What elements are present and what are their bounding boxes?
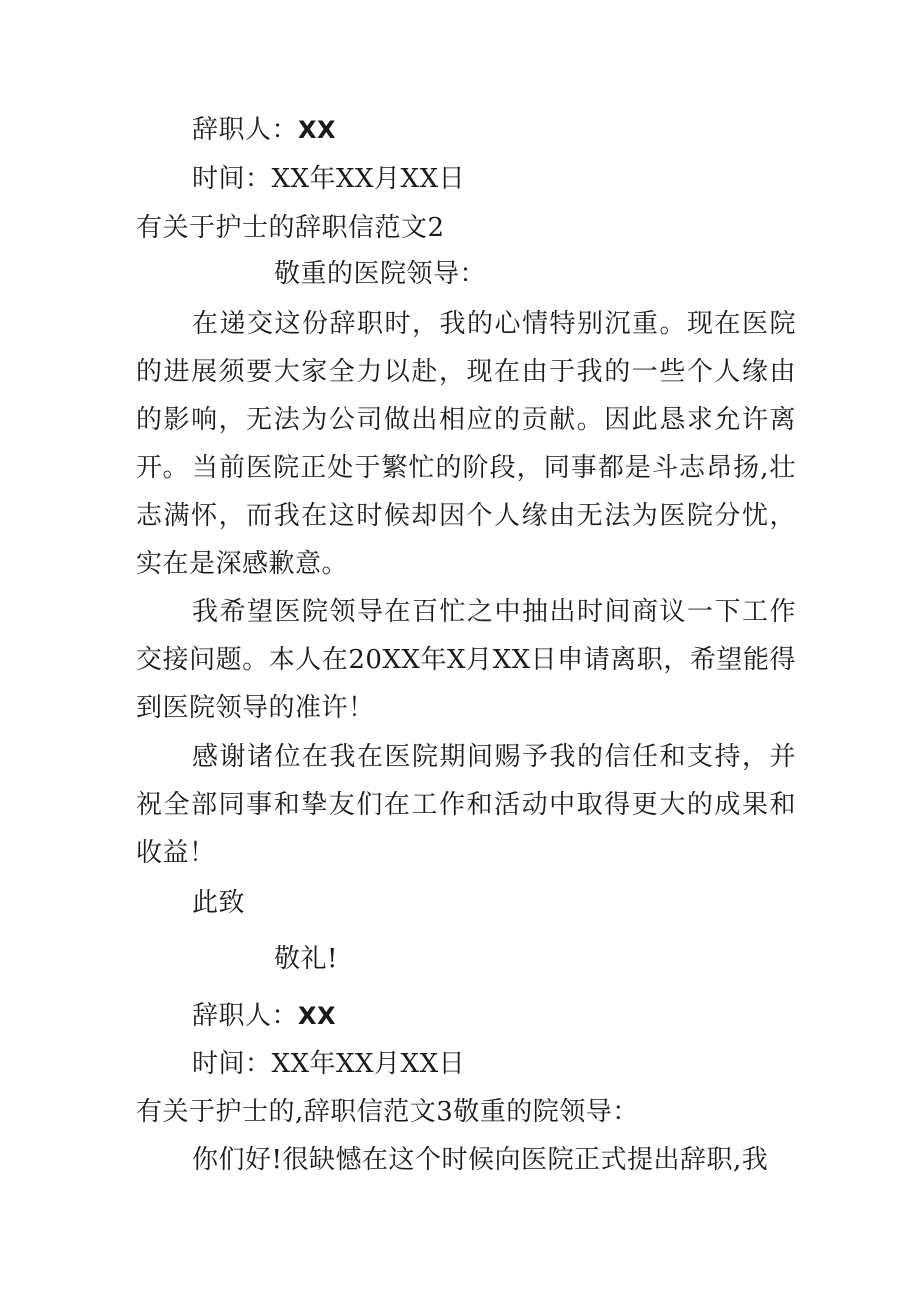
letter2-paragraph-1: 在递交这份辞职时，我的心情特别沉重。现在医院的进展须要大家全力以赴，现在由于我的一些个人缘由的影响，无法为公司做出相应的贡献。因此恳求允许离开。	[136, 309, 796, 483]
letter3-first-line: 你们好!很缺憾在这个时候向医院正式提出辞职,我	[192, 1145, 769, 1175]
date-value: XX年XX月XX日	[271, 164, 466, 194]
closing-jingli: 敬礼!	[274, 944, 338, 974]
signer-line	[192, 108, 336, 152]
letter2-salutation: 敬重的医院领导：	[274, 259, 487, 289]
closing-cizhi: 此致	[192, 888, 246, 918]
letter2-paragraph-2: 当前医院正处于繁忙的阶段，同事都是斗志昂扬,壮志满怀，而我在这时候却因个人缘由无法为医院分忧，实在是深感歉意。	[136, 453, 796, 579]
letter2-paragraph-3: 我希望医院领导在百忙之中抽出时间商议一下工作交接问题。本人在20XX年X月XX日申请离职，希望能得到医院领导的准许！	[136, 597, 796, 723]
signer-name-2: XX	[298, 1002, 337, 1030]
date-value-2: XX年XX月XX日	[271, 1049, 466, 1079]
letter2-paragraph-4: 感谢诸位在我在医院期间赐予我的信任和支持，并祝全部同事和挚友们在工作和活动中取得更大的成果和收益！	[136, 742, 796, 868]
signer-line-2	[192, 994, 336, 1038]
letter2-heading: 有关于护士的辞职信范文2	[136, 213, 445, 243]
date-line	[192, 157, 465, 201]
date-label-2: 时间：	[192, 1049, 272, 1079]
date-label: 时间：	[192, 164, 272, 194]
letter3-heading: 有关于护士的,辞职信范文3敬重的院领导：	[136, 1097, 639, 1127]
signer-label: 辞职人：	[192, 115, 299, 145]
signer-label-2: 辞职人：	[192, 1001, 299, 1031]
date-line-2	[192, 1042, 465, 1086]
signer-name: XX	[298, 116, 337, 144]
